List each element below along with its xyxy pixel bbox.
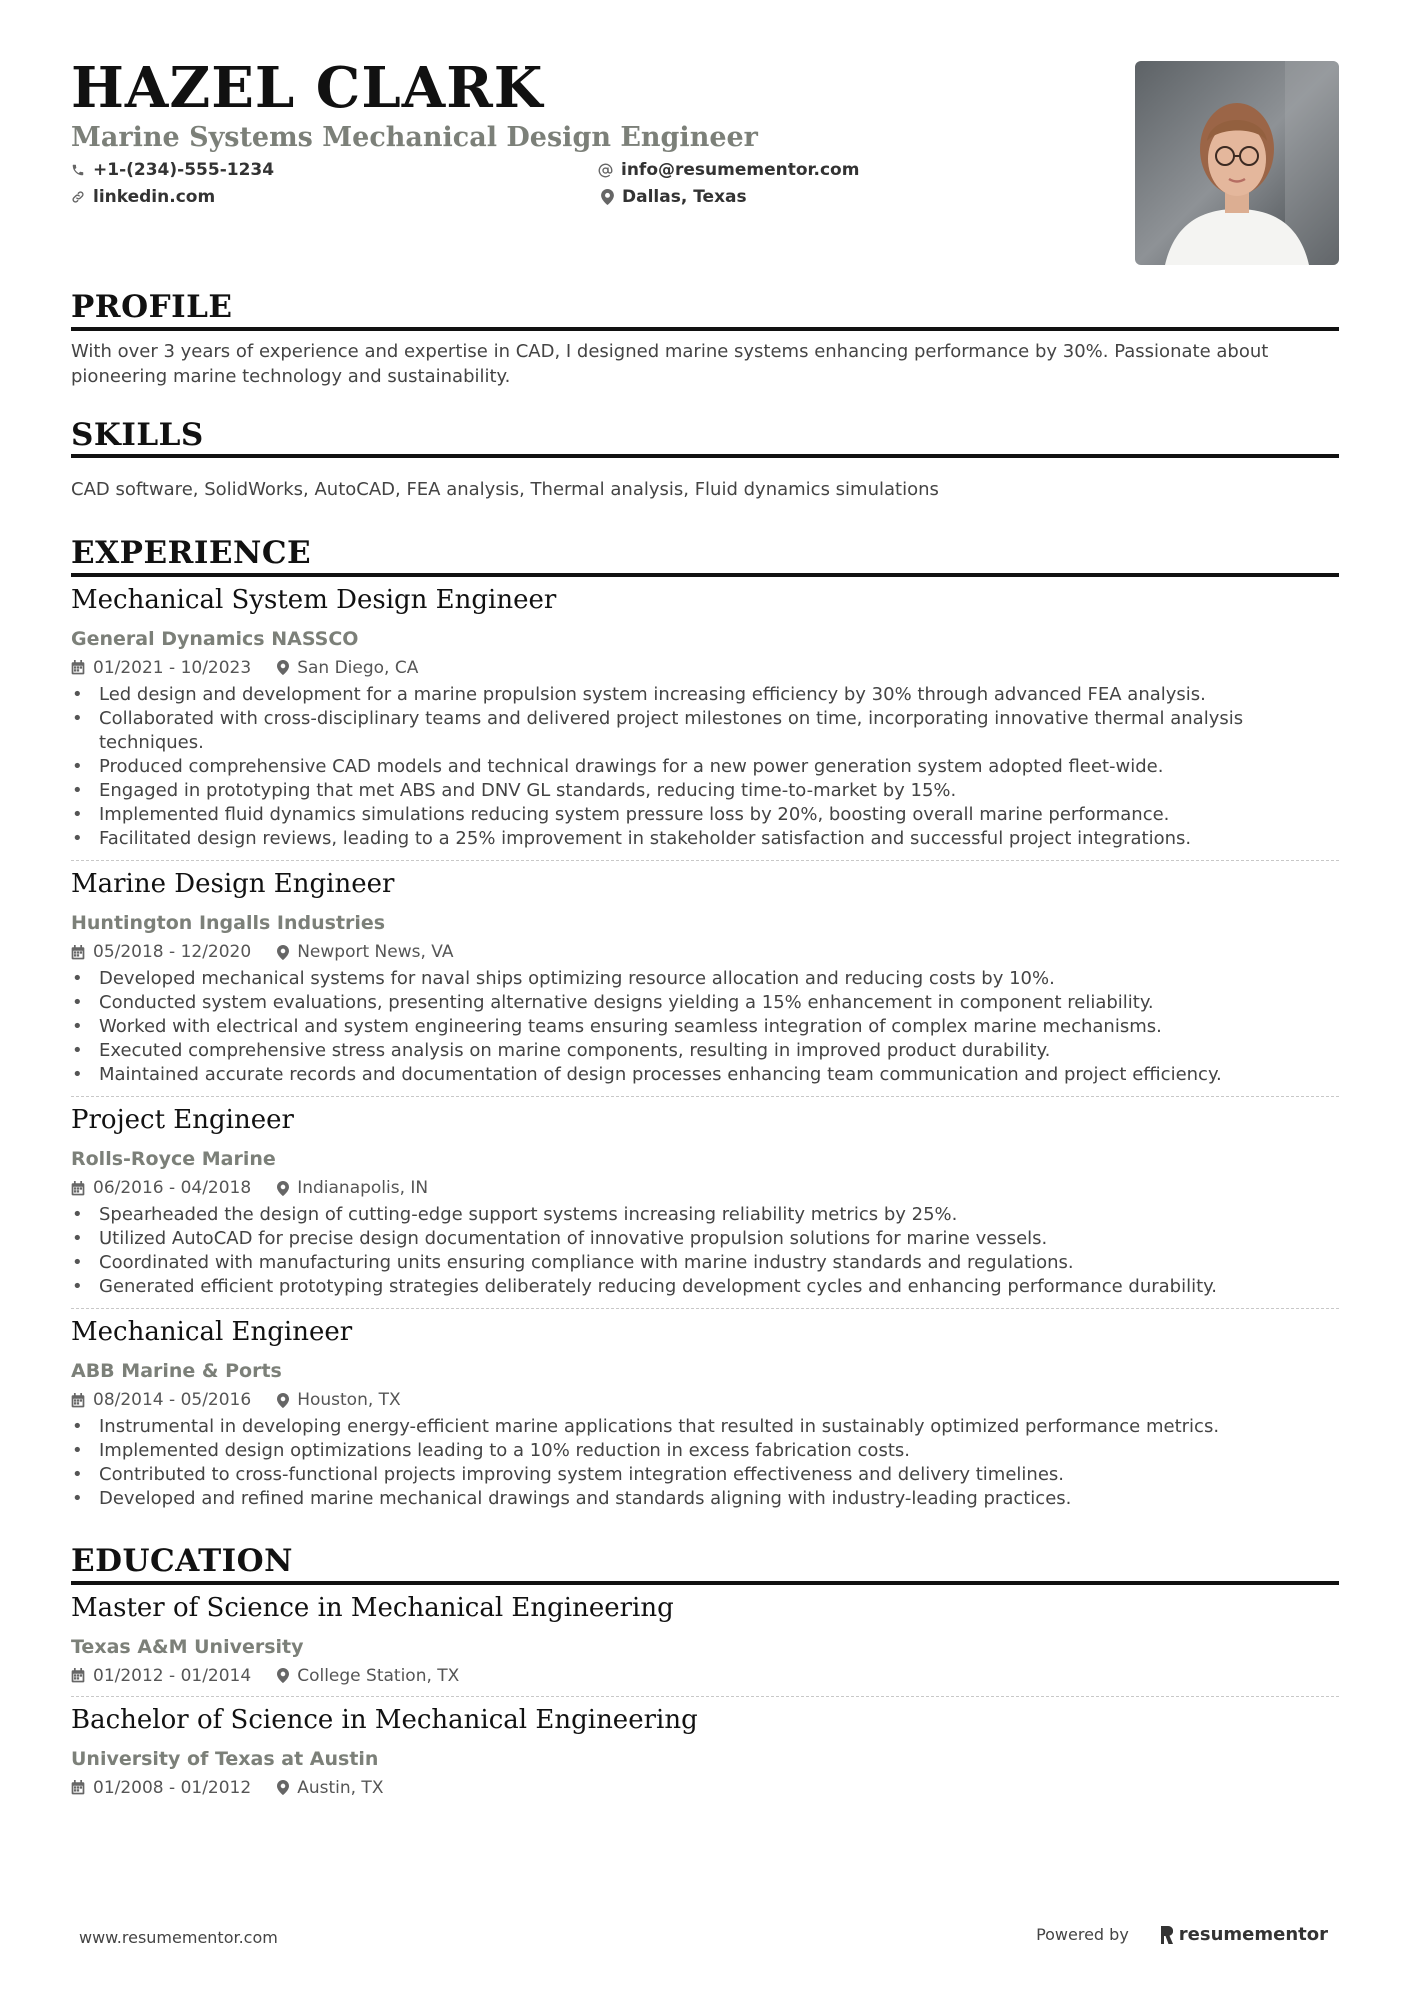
company-name: ABB Marine & Ports — [71, 1360, 282, 1383]
job-bullet: • Implemented design optimizations leading to a 10% reduction in excess fabrication costs. — [71, 1439, 1339, 1463]
experience-section — [71, 536, 1339, 1520]
entry-meta — [71, 1665, 1339, 1687]
job-bullet: • Implemented fluid dynamics simulations reducing system pressure loss by 20%, boosting overall marine performance. — [71, 803, 1339, 827]
link-icon — [71, 190, 85, 204]
job-bullet: • Engaged in prototyping that met ABS and DNV GL standards, reducing time-to-market by 15%. — [71, 779, 1339, 803]
education-heading: EDUCATION — [71, 1544, 1339, 1585]
location-text: San Diego, CA — [297, 657, 419, 678]
experience-entry — [71, 869, 1339, 1097]
calendar-icon — [71, 660, 85, 675]
profile-heading: PROFILE — [71, 290, 1339, 331]
calendar-icon — [71, 1668, 85, 1683]
linkedin-text[interactable]: linkedin.com — [93, 187, 216, 207]
entry-location — [277, 1777, 383, 1799]
entry-location — [277, 1665, 459, 1687]
calendar-icon — [71, 1393, 85, 1408]
school-name: University of Texas at Austin — [71, 1748, 379, 1771]
dates-text: 01/2021 - 10/2023 — [93, 657, 252, 678]
education-entry — [71, 1705, 1339, 1808]
email-text[interactable]: info@resumementor.com — [621, 160, 860, 180]
job-bullet: • Utilized AutoCAD for precise design documentation of innovative propulsion solutions for marine vessels. — [71, 1227, 1339, 1251]
contact-email[interactable] — [598, 160, 859, 180]
map-pin-icon — [277, 1780, 289, 1795]
job-title: Mechanical Engineer — [71, 1317, 353, 1348]
experience-entry — [71, 1317, 1339, 1520]
profile-photo — [1135, 61, 1339, 265]
entry-dates — [71, 1177, 251, 1199]
entry-dates — [71, 941, 251, 963]
dates-text: 01/2008 - 01/2012 — [93, 1777, 252, 1798]
degree-title: Master of Science in Mechanical Engineering — [71, 1592, 674, 1623]
experience-entry — [71, 585, 1339, 861]
calendar-icon — [71, 1780, 85, 1795]
location-text: Dallas, Texas — [622, 187, 747, 207]
experience-heading: EXPERIENCE — [71, 536, 1339, 577]
job-bullet: • Developed mechanical systems for naval ships optimizing resource allocation and reducing costs by 10%. — [71, 967, 1339, 991]
candidate-role: Marine Systems Mechanical Design Engineer — [71, 122, 758, 153]
phone-icon — [71, 163, 85, 177]
map-pin-icon — [277, 1181, 289, 1196]
resumementor-logo-icon — [1159, 1926, 1173, 1944]
entry-dates — [71, 657, 251, 679]
entry-location — [277, 1389, 401, 1411]
job-bullet: • Maintained accurate records and documentation of design processes enhancing team communication and project efficiency. — [71, 1063, 1339, 1087]
location-text: Indianapolis, IN — [297, 1178, 429, 1199]
entry-meta — [71, 941, 1339, 963]
map-pin-icon — [277, 660, 289, 675]
footer-website[interactable]: www.resumementor.com — [79, 1928, 278, 1947]
phone-text: +1-(234)-555-1234 — [93, 160, 275, 180]
entry-meta — [71, 657, 1339, 679]
job-bullet: • Contributed to cross-functional projects improving system integration effectiveness and delivery timelines. — [71, 1463, 1339, 1487]
brand-logo[interactable] — [1159, 1924, 1328, 1945]
job-bullet: • Instrumental in developing energy-efficient marine applications that resulted in sustainably optimized performance metrics. — [71, 1415, 1339, 1439]
job-bullets — [71, 1203, 1339, 1299]
entry-meta — [71, 1777, 1339, 1799]
job-bullet: • Facilitated design reviews, leading to a 25% improvement in stakeholder satisfaction and successful project integrations. — [71, 827, 1339, 851]
entry-location — [277, 941, 453, 963]
location-text: Houston, TX — [297, 1390, 401, 1411]
job-bullet: • Developed and refined marine mechanical drawings and standards aligning with industry-leading practices. — [71, 1487, 1339, 1511]
at-icon — [598, 163, 613, 178]
job-bullet: • Worked with electrical and system engineering teams ensuring seamless integration of complex marine mechanisms. — [71, 1015, 1339, 1039]
degree-title: Bachelor of Science in Mechanical Engineering — [71, 1704, 698, 1735]
footer-brand — [1036, 1924, 1328, 1945]
company-name: Huntington Ingalls Industries — [71, 912, 386, 935]
map-pin-icon — [601, 189, 614, 205]
contact-location — [601, 187, 747, 207]
job-title: Project Engineer — [71, 1105, 294, 1136]
skills-heading: SKILLS — [71, 418, 1339, 459]
job-bullets — [71, 967, 1339, 1087]
entry-meta — [71, 1389, 1339, 1411]
entry-dates — [71, 1777, 251, 1799]
location-text: College Station, TX — [297, 1665, 460, 1686]
skills-section — [71, 418, 1339, 503]
job-bullets — [71, 683, 1339, 851]
entry-dates — [71, 1665, 251, 1687]
company-name: General Dynamics NASSCO — [71, 628, 359, 651]
job-bullet: • Coordinated with manufacturing units ensuring compliance with marine industry standards and regulations. — [71, 1251, 1339, 1275]
education-entry — [71, 1593, 1339, 1697]
experience-entry — [71, 1105, 1339, 1309]
job-bullet: • Conducted system evaluations, presenting alternative designs yielding a 15% enhancement in component reliability. — [71, 991, 1339, 1015]
map-pin-icon — [277, 1393, 289, 1408]
contact-linkedin[interactable] — [71, 187, 215, 207]
dates-text: 08/2014 - 05/2016 — [93, 1390, 252, 1411]
location-text: Austin, TX — [297, 1777, 384, 1798]
calendar-icon — [71, 945, 85, 960]
education-list — [71, 1593, 1339, 1808]
job-bullet: • Generated efficient prototyping strategies deliberately reducing development cycles and enhancing performance durability. — [71, 1275, 1339, 1299]
dates-text: 05/2018 - 12/2020 — [93, 941, 252, 962]
dates-text: 06/2016 - 04/2018 — [93, 1178, 252, 1199]
entry-location — [277, 657, 418, 679]
brand-name: resumementor — [1178, 1924, 1328, 1945]
location-text: Newport News, VA — [297, 941, 454, 962]
entry-location — [277, 1177, 428, 1199]
dates-text: 01/2012 - 01/2014 — [93, 1665, 252, 1686]
entry-meta — [71, 1177, 1339, 1199]
profile-text: With over 3 years of experience and expertise in CAD, I designed marine systems enhancing performance by 30%. Passionate about pioneering marine technology and sustainability. — [71, 340, 1269, 387]
job-bullet: • Collaborated with cross-disciplinary teams and delivered project milestones on time, incorporating innovative thermal analysis techniques. — [71, 707, 1339, 755]
school-name: Texas A&M University — [71, 1636, 304, 1659]
profile-section — [71, 290, 1339, 389]
skills-text: CAD software, SolidWorks, AutoCAD, FEA analysis, Thermal analysis, Fluid dynamics simulations — [71, 479, 939, 501]
job-bullets — [71, 1415, 1339, 1511]
job-bullet: • Led design and development for a marine propulsion system increasing efficiency by 30% through advanced FEA analysis. — [71, 683, 1339, 707]
experience-list — [71, 585, 1339, 1520]
map-pin-icon — [277, 945, 289, 960]
entry-dates — [71, 1389, 251, 1411]
company-name: Rolls-Royce Marine — [71, 1148, 276, 1171]
job-title: Mechanical System Design Engineer — [71, 584, 557, 615]
job-bullet: • Spearheaded the design of cutting-edge support systems increasing reliability metrics by 25%. — [71, 1203, 1339, 1227]
job-bullet: • Produced comprehensive CAD models and technical drawings for a new power generation system adopted fleet-wide. — [71, 755, 1339, 779]
job-bullet: • Executed comprehensive stress analysis on marine components, resulting in improved product durability. — [71, 1039, 1339, 1063]
candidate-name: HAZEL CLARK — [71, 55, 544, 121]
education-section — [71, 1544, 1339, 1808]
resume-header — [71, 0, 1339, 280]
calendar-icon — [71, 1181, 85, 1196]
job-title: Marine Design Engineer — [71, 869, 395, 899]
contact-phone — [71, 160, 274, 180]
map-pin-icon — [277, 1668, 289, 1683]
powered-by-text: Powered by — [1036, 1925, 1129, 1944]
